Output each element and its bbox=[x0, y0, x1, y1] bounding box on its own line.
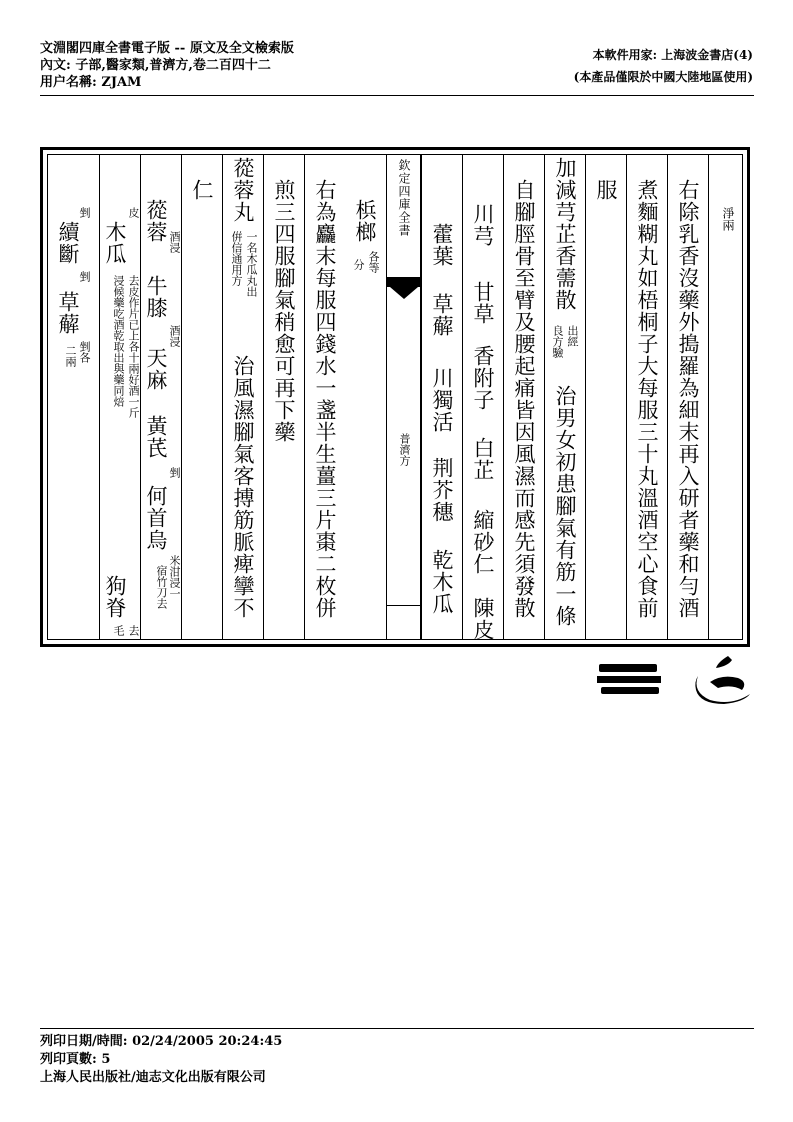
column-15-note-4a: 米泔浸一 bbox=[168, 555, 181, 599]
column-3 bbox=[626, 155, 667, 639]
ingredient-1: 川芎 bbox=[471, 203, 495, 247]
column-11-text: 右為麤末每服四錢水一盞半生薑三片棗二枚併 bbox=[313, 179, 337, 619]
column-17-note-1: 剉 bbox=[78, 271, 91, 282]
column-13-note-1: 一名木瓜丸出 bbox=[245, 231, 258, 297]
column-15-d: 黃芪 bbox=[144, 415, 168, 459]
column-16-note-2a: 去 bbox=[127, 625, 140, 636]
column-16-note-1a: 去皮作片已上各十兩好酒一斤 bbox=[127, 275, 140, 418]
publisher-seal-1 bbox=[597, 660, 663, 696]
column-13-note-2: 倂信通用方 bbox=[230, 231, 243, 286]
column-6-text: 自腳脛骨至臂及腰起痛皆因風濕而感先須發散 bbox=[512, 179, 536, 619]
column-5-title: 加減芎芷香薷散 bbox=[553, 157, 577, 311]
column-7 bbox=[462, 155, 503, 639]
ingredient-11: 乾木瓜 bbox=[430, 549, 454, 615]
column-15-a: 蓯蓉 bbox=[144, 199, 168, 243]
ingredient-7: 藿葉 bbox=[430, 223, 454, 267]
column-10-title: 梹榔 bbox=[353, 199, 377, 243]
column-12 bbox=[263, 155, 304, 639]
column-5-note-1: 出經 bbox=[566, 325, 579, 347]
page-body bbox=[47, 154, 743, 640]
column-15-c: 天麻 bbox=[144, 347, 168, 391]
column-15-e: 何首烏 bbox=[144, 485, 168, 551]
ingredient-2: 甘草 bbox=[471, 281, 495, 325]
column-13 bbox=[222, 155, 263, 639]
fold-divider bbox=[387, 605, 420, 606]
footer-divider bbox=[40, 1028, 754, 1029]
print-datetime: 列印日期/時間: 02/24/2005 20:24:45 bbox=[40, 1034, 283, 1049]
header-divider bbox=[40, 95, 754, 96]
column-15-note-2: 酒浸 bbox=[168, 325, 181, 347]
column-17-b: 草薢 bbox=[56, 291, 80, 335]
header-username: 用户名稱: ZJAM bbox=[40, 75, 142, 90]
center-fold-column bbox=[386, 155, 421, 639]
column-16-a: 木瓜 bbox=[103, 221, 127, 265]
fold-mark-bar bbox=[387, 277, 420, 287]
column-4-text: 服 bbox=[594, 179, 618, 201]
ingredient-5: 縮砂仁 bbox=[471, 509, 495, 575]
column-6 bbox=[503, 155, 544, 639]
column-10 bbox=[345, 155, 386, 639]
ingredient-6: 陳皮 bbox=[471, 597, 495, 641]
ingredient-10: 荆芥穗 bbox=[430, 457, 454, 523]
column-16-note-2b: 毛 bbox=[112, 625, 125, 636]
column-10-note-1: 各等 bbox=[367, 251, 380, 273]
license-region: (本產品僅限於中國大陸地區使用) bbox=[573, 70, 753, 84]
header-license bbox=[574, 44, 753, 88]
column-5 bbox=[544, 155, 585, 639]
column-3-text: 煮麵糊丸如梧桐子大每服三十丸溫酒空心食前 bbox=[635, 179, 659, 619]
column-1-text: 淨兩 bbox=[721, 207, 735, 231]
column-17-note-2a: 剉各 bbox=[78, 341, 91, 363]
column-14 bbox=[181, 155, 222, 639]
column-16 bbox=[99, 155, 140, 639]
column-16-note-1b: 浸候藥吃酒乾取出與藥同焙 bbox=[112, 275, 125, 407]
publisher-seal-2 bbox=[688, 652, 754, 708]
column-14-text: 仁 bbox=[190, 179, 214, 201]
header-content-path: 內文: 子部,醫家類,普濟方,卷二百四十二 bbox=[40, 58, 271, 73]
column-15-note-4b: 宿竹刀去 bbox=[155, 565, 168, 609]
column-2-text: 右除乳香沒藥外搗羅為細末再入研者藥和勻酒 bbox=[676, 179, 700, 619]
column-12-text: 煎三四服腳氣稍愈可再下藥 bbox=[272, 179, 296, 443]
header-info bbox=[40, 40, 294, 91]
column-17-a: 續斷 bbox=[56, 221, 80, 265]
column-1 bbox=[708, 155, 748, 639]
column-17-pre: 剉 bbox=[78, 207, 91, 218]
column-13-text: 治風濕腳氣客搏筋脈痺攣不 bbox=[231, 355, 255, 619]
column-5-note-2: 良方驗 bbox=[551, 325, 564, 358]
column-13-title: 蓯蓉丸 bbox=[231, 157, 255, 223]
column-15 bbox=[140, 155, 181, 639]
license-user: 本軟件用家: 上海波金書店(4) bbox=[592, 48, 753, 62]
column-15-note-3: 剉 bbox=[168, 467, 181, 478]
ingredient-9: 川獨活 bbox=[430, 367, 454, 433]
column-15-b: 牛膝 bbox=[144, 275, 168, 319]
column-11 bbox=[304, 155, 345, 639]
column-10-note-2: 分 bbox=[352, 259, 365, 270]
ingredient-3: 香附子 bbox=[471, 345, 495, 411]
header-title: 文淵閣四庫全書電子版 -- 原文及全文檢索版 bbox=[40, 41, 294, 56]
page-frame bbox=[40, 147, 750, 647]
publisher-name: 上海人民出版社/迪志文化出版有限公司 bbox=[40, 1070, 266, 1085]
column-16-pre: 皮 bbox=[127, 207, 140, 218]
column-17 bbox=[48, 155, 99, 639]
column-8 bbox=[421, 155, 462, 639]
column-15-note-1: 酒浸 bbox=[168, 231, 181, 253]
ingredient-8: 草薢 bbox=[430, 293, 454, 337]
footer-info bbox=[40, 1033, 282, 1087]
column-17-note-2b: 二兩 bbox=[64, 345, 77, 367]
ingredient-4: 白芷 bbox=[471, 437, 495, 481]
print-page-count: 列印頁數: 5 bbox=[40, 1052, 111, 1067]
column-4 bbox=[585, 155, 626, 639]
column-2 bbox=[667, 155, 708, 639]
column-5-text: 治男女初患腳氣有筋一條 bbox=[553, 385, 577, 627]
fold-mark-triangle bbox=[390, 287, 418, 299]
center-book-name: 普濟方 bbox=[398, 433, 411, 466]
column-16-b: 狗脊 bbox=[103, 575, 127, 619]
center-title: 欽定四庫全書 bbox=[397, 159, 411, 237]
